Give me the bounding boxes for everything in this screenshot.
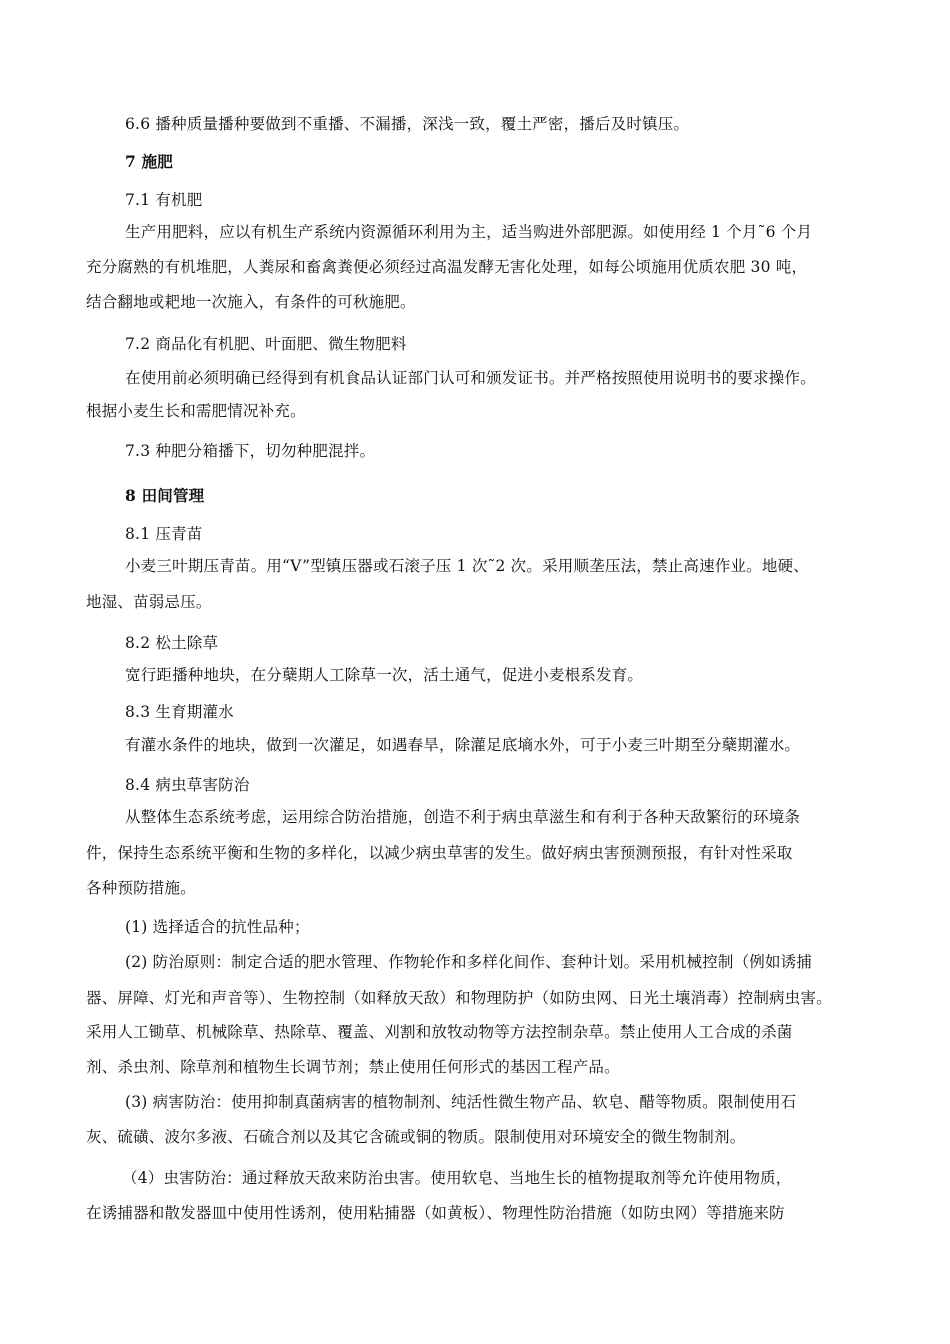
section-7-2-line: 在使用前必须明确已经得到有机食品认证部门认可和颁发证书。并严格按照使用说明书的要求操作。 xyxy=(125,369,816,387)
section-8-1-title: 8.1 压青苗 xyxy=(125,525,203,543)
list-item-2-line: (2) 防治原则：制定合适的肥水管理、作物轮作和多样化间作、套种计划。采用机械控制（例如诱捕 xyxy=(125,953,813,971)
section-7-2-title: 7.2 商品化有机肥、叶面肥、微生物肥料 xyxy=(125,335,407,353)
list-item-4-line: 在诱捕器和散发器皿中使用性诱剂，使用粘捕器（如黄板）、物理性防治措施（如防虫网）等措施来防 xyxy=(86,1204,785,1222)
section-8-3-title: 8.3 生育期灌水 xyxy=(125,703,234,721)
list-item-3-line: (3) 病害防治：使用抑制真菌病害的植物制剂、纯活性微生物产品、软皂、醋等物质。限制使用石 xyxy=(125,1093,797,1111)
section-8-2-text: 宽行距播种地块，在分蘖期人工除草一次，活土通气，促进小麦根系发育。 xyxy=(125,666,644,684)
list-item-2-line: 采用人工锄草、机械除草、热除草、覆盖、刈割和放牧动物等方法控制杂草。禁止使用人工合成的杀菌 xyxy=(86,1023,793,1041)
section-7-1-line: 结合翻地或耙地一次施入，有条件的可秋施肥。 xyxy=(86,293,416,311)
section-7-1-line: 生产用肥料，应以有机生产系统内资源循环利用为主，适当购进外部肥源。如使用经 1 个月˜6 个月 xyxy=(125,223,813,241)
section-8-2-title: 8.2 松土除草 xyxy=(125,634,219,652)
list-item-3-line: 灰、硫磺、波尔多液、石硫合剂以及其它含硫或铜的物质。限制使用对环境安全的微生物制剂。 xyxy=(86,1128,746,1146)
section-8-4-line: 各种预防措施。 xyxy=(86,879,196,897)
list-item-4-line: （4）虫害防治：通过释放天敌来防治虫害。使用软皂、当地生长的植物提取剂等允许使用物质， xyxy=(122,1169,792,1187)
section-8-4-line: 从整体生态系统考虑，运用综合防治措施，创造不利于病虫草滋生和有利于各种天敌繁衍的环境条 xyxy=(125,808,801,826)
section-8-4-line: 件，保持生态系统平衡和生物的多样化，以减少病虫草害的发生。做好病虫害预测预报，有针对性采取 xyxy=(86,844,793,862)
section-8-heading: 8 田间管理 xyxy=(125,486,205,505)
list-item-2-line: 剂、杀虫剂、除草剂和植物生长调节剂；禁止使用任何形式的基因工程产品。 xyxy=(86,1058,620,1076)
section-7-2-line: 根据小麦生长和需肥情况补充。 xyxy=(86,402,306,420)
section-8-1-line: 小麦三叶期压青苗。用“V”型镇压器或石滚子压 1 次˜2 次。采用顺垄压法，禁止高速作业。地硬、 xyxy=(125,557,809,575)
section-7-1-title: 7.1 有机肥 xyxy=(125,191,203,209)
list-item-2-line: 器、屏障、灯光和声音等）、生物控制（如释放天敌）和物理防护（如防虫网、日光土壤消毒）控制病虫害。 xyxy=(86,989,832,1007)
section-7-heading: 7 施肥 xyxy=(125,152,173,171)
list-item-1: (1) 选择适合的抗性品种； xyxy=(125,918,310,936)
section-8-4-title: 8.4 病虫草害防治 xyxy=(125,776,250,794)
section-7-3-text: 7.3 种肥分箱播下，切勿种肥混拌。 xyxy=(125,442,376,460)
section-7-1-line: 充分腐熟的有机堆肥，人粪尿和畜禽粪便必须经过高温发酵无害化处理，如每公顷施用优质农肥 30 吨， xyxy=(86,258,808,276)
section-8-3-text: 有灌水条件的地块，做到一次灌足，如遇春旱，除灌足底墒水外，可于小麦三叶期至分蘖期灌水。 xyxy=(125,736,801,754)
section-6-6-text: 6.6 播种质量播种要做到不重播、不漏播，深浅一致，覆土严密，播后及时镇压。 xyxy=(125,115,690,133)
section-8-1-line: 地湿、苗弱忌压。 xyxy=(86,593,212,611)
